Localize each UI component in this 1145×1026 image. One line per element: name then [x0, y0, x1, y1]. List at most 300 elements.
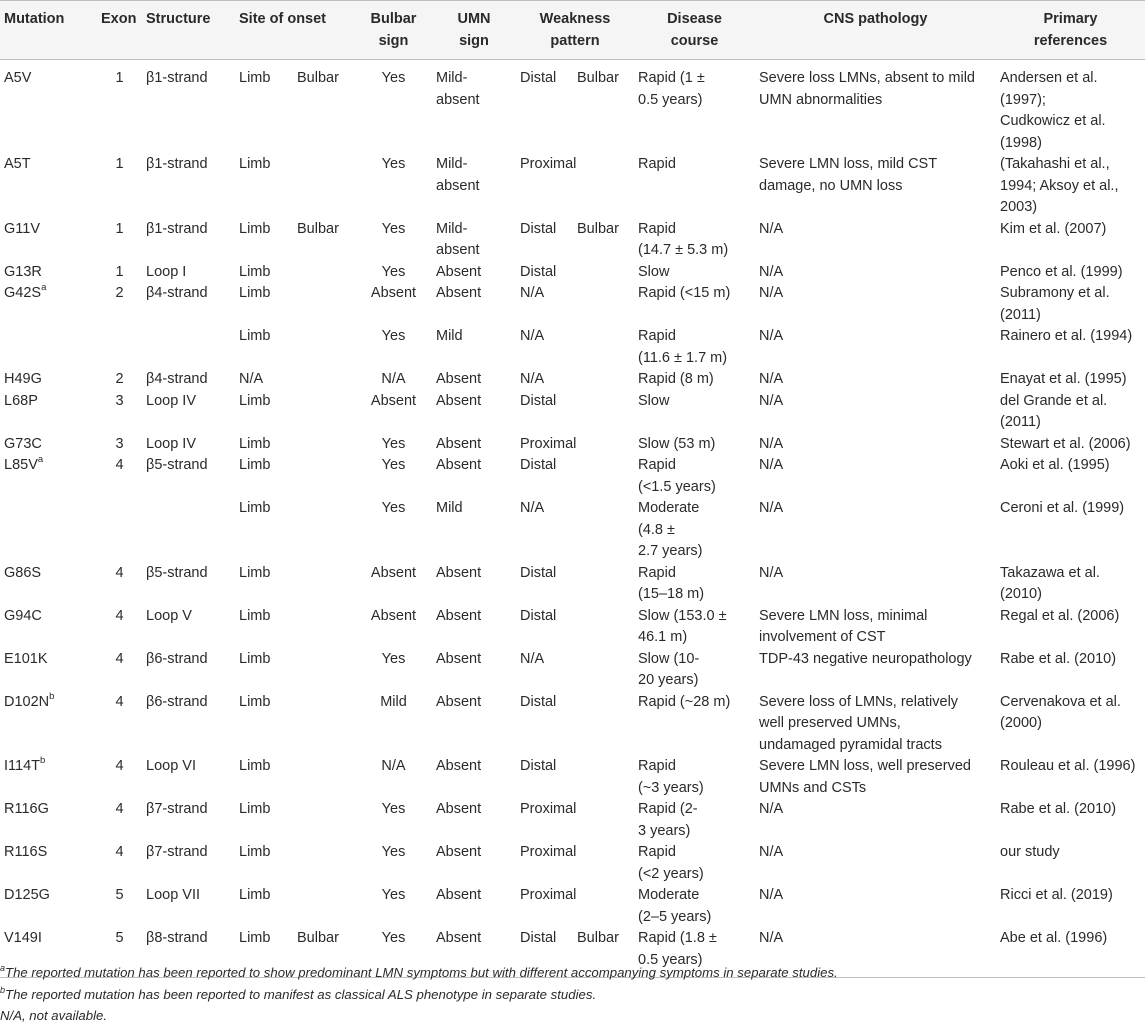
- bulbar-sign-cell: Yes: [381, 801, 406, 817]
- umn-sign-cell: [432, 606, 516, 649]
- umn-sign-cell: [432, 60, 516, 155]
- exon-cell: 3: [115, 392, 124, 409]
- course-line: 2.7 years): [638, 543, 703, 559]
- mutation-cell: [0, 60, 97, 155]
- weakness-pattern-cell: [516, 219, 634, 262]
- structure-cell: β8-strand: [142, 928, 235, 978]
- mutation-name: G94C: [4, 607, 42, 624]
- references-cell: [996, 842, 1145, 885]
- structure-cell: β4-strand: [146, 285, 208, 301]
- mutation-cell: [0, 649, 97, 692]
- bulbar-sign-cell: Yes: [381, 650, 406, 667]
- umn-line: Mild: [436, 328, 463, 344]
- table-row: [0, 434, 1145, 456]
- cns-line: undamaged pyramidal tracts: [759, 736, 942, 753]
- bulbar-sign-cell: Absent: [370, 607, 417, 624]
- references-cell: [996, 369, 1145, 391]
- umn-line: Absent: [436, 887, 482, 903]
- mutation-name: G42S: [4, 285, 42, 301]
- exon-cell: 4: [115, 758, 124, 774]
- mutation-cell: [0, 455, 97, 498]
- mutation-cell: [0, 326, 97, 369]
- table-row: [0, 391, 1145, 434]
- onset-primary: Limb: [239, 156, 271, 172]
- onset-secondary: Bulbar: [297, 220, 339, 237]
- cns-line: UMN abnormalities: [759, 91, 883, 108]
- course-line: Rapid: [638, 220, 676, 237]
- reference-line: Rabe et al. (2010): [1000, 650, 1117, 667]
- references-cell: [996, 219, 1145, 262]
- references-cell: [996, 455, 1145, 498]
- exon-cell: 1: [115, 70, 124, 86]
- cns-pathology-cell: [755, 885, 996, 928]
- mutation-name: G11V: [4, 220, 41, 237]
- umn-sign-cell: [432, 842, 516, 885]
- structure-cell: Loop VII: [146, 887, 201, 903]
- umn-line: Absent: [436, 801, 482, 817]
- structure-cell: Loop I: [146, 263, 187, 280]
- onset-primary: Limb: [239, 564, 271, 581]
- exon-cell: [97, 498, 142, 563]
- weakness-pattern-cell: [516, 154, 634, 219]
- exon-cell: 2: [115, 371, 124, 387]
- umn-line: Absent: [436, 930, 482, 946]
- cns-pathology-cell: [755, 606, 996, 649]
- exon-cell: 4: [115, 650, 124, 667]
- course-line: (<1.5 years): [638, 478, 716, 495]
- weakness-pattern-cell: [516, 391, 634, 434]
- disease-course-cell: [634, 606, 755, 649]
- mutation-cell: [0, 369, 97, 391]
- disease-course-cell: [634, 326, 755, 369]
- onset-primary: Limb: [239, 693, 271, 710]
- mutation-name: D102N: [4, 693, 50, 710]
- weakness-pattern-cell: [516, 455, 634, 498]
- onset-primary: Limb: [239, 220, 271, 237]
- umn-line: Mild-: [436, 220, 468, 237]
- mutation-name: L68P: [4, 392, 38, 409]
- disease-course-cell: [634, 369, 755, 391]
- cns-pathology-cell: [755, 219, 996, 262]
- cns-pathology-cell: [755, 154, 996, 219]
- header-disease-course: Disease course: [634, 1, 755, 60]
- weakness-primary: Proximal: [520, 435, 577, 452]
- table-row: [0, 799, 1145, 842]
- structure-cell: β5-strand: [146, 457, 208, 473]
- references-cell: [996, 563, 1145, 606]
- mutation-cell: [0, 606, 97, 649]
- bulbar-sign-cell: Absent: [370, 564, 417, 581]
- reference-line: (1998): [1000, 134, 1042, 151]
- cns-line: N/A: [759, 392, 784, 409]
- references-cell: [996, 799, 1145, 842]
- umn-sign-cell: [432, 498, 516, 563]
- cns-line: Severe LMN loss, minimal: [759, 607, 928, 624]
- cns-line: N/A: [759, 801, 784, 817]
- disease-course-cell: [634, 498, 755, 563]
- structure-cell: β7-strand: [146, 844, 208, 860]
- cns-line: N/A: [759, 285, 784, 301]
- mutation-cell: [0, 154, 97, 219]
- bulbar-sign-cell: Yes: [381, 887, 406, 903]
- umn-line: absent: [436, 91, 480, 108]
- bulbar-sign-cell: Yes: [355, 928, 432, 978]
- onset-primary: Limb: [239, 607, 271, 624]
- mutation-name: A5T: [4, 156, 31, 172]
- umn-line: Mild: [436, 500, 463, 516]
- mutation-name: R116S: [4, 844, 48, 860]
- umn-sign-cell: [432, 262, 516, 284]
- umn-line: Absent: [436, 392, 482, 409]
- reference-line: Ricci et al. (2019): [1000, 887, 1113, 903]
- weakness-primary: Distal: [520, 930, 557, 946]
- reference-line: (2011): [1000, 306, 1041, 323]
- umn-sign-cell: [432, 326, 516, 369]
- references-cell: [996, 692, 1145, 757]
- site-of-onset-cell: [235, 391, 355, 434]
- umn-line: Absent: [436, 371, 482, 387]
- table-row: [0, 219, 1145, 262]
- mutation-name: G13R: [4, 263, 42, 280]
- cns-pathology-cell: [755, 455, 996, 498]
- mutation-name: V149I: [4, 930, 42, 946]
- reference-line: Cervenakova et al.: [1000, 693, 1121, 710]
- structure-cell: Loop IV: [146, 435, 196, 452]
- mutation-cell: [0, 799, 97, 842]
- table-row: [0, 885, 1145, 928]
- weakness-pattern-cell: [516, 756, 634, 799]
- mutation-cell: [0, 885, 97, 928]
- reference-line: our study: [1000, 844, 1060, 860]
- reference-line: Enayat et al. (1995): [1000, 371, 1127, 387]
- references-cell: [996, 154, 1145, 219]
- mutation-name: E101K: [4, 650, 48, 667]
- cns-pathology-cell: [755, 799, 996, 842]
- reference-line: Regal et al. (2006): [1000, 607, 1120, 624]
- mutation-cell: [0, 563, 97, 606]
- reference-line: Andersen et al. (1997);: [1000, 70, 1098, 108]
- references-cell: [996, 391, 1145, 434]
- reference-line: Rabe et al. (2010): [1000, 801, 1117, 817]
- weakness-pattern-cell: [516, 60, 634, 155]
- footnote-b: $^b$The reported mutation has been reported to manifest as classical ALS phenotype in separate studies.: [0, 984, 597, 1002]
- reference-line: Kim et al. (2007): [1000, 220, 1107, 237]
- cns-pathology-cell: [755, 498, 996, 563]
- course-line: (15–18 m): [638, 586, 705, 602]
- exon-cell: 1: [115, 263, 124, 280]
- cns-line: N/A: [759, 263, 784, 280]
- cns-line: N/A: [759, 328, 784, 344]
- reference-line: Stewart et al. (2006): [1000, 435, 1131, 452]
- mutation-cell: [0, 842, 97, 885]
- cns-line: N/A: [759, 220, 784, 237]
- exon-cell: 3: [115, 435, 124, 452]
- umn-line: Absent: [436, 650, 482, 667]
- site-of-onset-cell: [235, 326, 355, 369]
- disease-course-cell: [634, 649, 755, 692]
- course-line: (4.8 ±: [638, 521, 675, 538]
- bulbar-sign-cell: Yes: [381, 435, 406, 452]
- table-row: [0, 154, 1145, 219]
- weakness-primary: N/A: [520, 650, 545, 667]
- header-primary-references: Primary references: [996, 1, 1145, 60]
- weakness-secondary: Bulbar: [577, 930, 619, 946]
- weakness-primary: Proximal: [520, 844, 577, 860]
- umn-sign-cell: [432, 799, 516, 842]
- course-line: Slow: [638, 392, 670, 409]
- course-line: 0.5 years): [638, 91, 703, 108]
- umn-sign-cell: [432, 219, 516, 262]
- cns-line: Severe LMN loss, mild CST: [759, 156, 938, 172]
- weakness-pattern-cell: [516, 606, 634, 649]
- table-row: [0, 326, 1145, 369]
- weakness-pattern-cell: [516, 842, 634, 885]
- onset-primary: Limb: [239, 887, 271, 903]
- references-cell: [996, 326, 1145, 369]
- structure-cell: β1-strand: [146, 220, 208, 237]
- bulbar-sign-cell: Yes: [381, 220, 406, 237]
- weakness-primary: N/A: [520, 285, 545, 301]
- bulbar-sign-cell: Yes: [381, 328, 406, 344]
- course-line: Rapid (8 m): [638, 371, 714, 387]
- exon-cell: 5: [97, 928, 142, 978]
- table-row: [0, 692, 1145, 757]
- header-exon: Exon: [97, 1, 142, 60]
- umn-sign-cell: [432, 369, 516, 391]
- course-line: Rapid: [638, 758, 676, 774]
- weakness-pattern-cell: [516, 885, 634, 928]
- header-site-of-onset: Site of onset: [235, 1, 355, 60]
- references-cell: [996, 649, 1145, 692]
- reference-line: Penco et al. (1999): [1000, 263, 1123, 280]
- reference-line: 2003): [1000, 199, 1038, 215]
- course-line: Rapid (1.8 ±: [638, 930, 717, 946]
- course-line: Rapid (<15 m): [638, 285, 731, 301]
- weakness-primary: Distal: [520, 457, 557, 473]
- disease-course-cell: [634, 455, 755, 498]
- header-mutation: Mutation: [0, 1, 97, 60]
- header-weakness-pattern: Weakness pattern: [516, 1, 634, 60]
- references-cell: [996, 498, 1145, 563]
- table-row: [0, 369, 1145, 391]
- weakness-pattern-cell: [516, 326, 634, 369]
- disease-course-cell: [634, 692, 755, 757]
- mutation-cell: [0, 434, 97, 456]
- exon-cell: 1: [115, 156, 124, 172]
- weakness-primary: Proximal: [520, 887, 577, 903]
- weakness-primary: Proximal: [520, 156, 577, 172]
- cns-line: damage, no UMN loss: [759, 177, 903, 194]
- course-line: Slow (153.0 ±: [638, 607, 727, 624]
- onset-primary: Limb: [239, 500, 271, 516]
- references-cell: [996, 262, 1145, 284]
- cns-pathology-cell: [755, 649, 996, 692]
- disease-course-cell: [634, 885, 755, 928]
- umn-line: Mild-: [436, 70, 468, 86]
- table-row: [0, 283, 1145, 326]
- weakness-pattern-cell: [516, 369, 634, 391]
- bulbar-sign-cell: Absent: [370, 392, 417, 409]
- references-cell: [996, 885, 1145, 928]
- disease-course-cell: [634, 756, 755, 799]
- exon-cell: [97, 326, 142, 369]
- table-row: [0, 649, 1145, 692]
- weakness-primary: Distal: [520, 607, 557, 624]
- footnote-na: N/A, not available.: [0, 1008, 108, 1023]
- header-cns-pathology: CNS pathology: [755, 1, 996, 60]
- cns-line: Severe LMN loss, well preserved: [759, 758, 971, 774]
- references-cell: [996, 606, 1145, 649]
- reference-line: (2000): [1000, 715, 1042, 731]
- reference-line: (Takahashi et al.,: [1000, 156, 1110, 172]
- mutation-cell: [0, 219, 97, 262]
- cns-line: well preserved UMNs,: [759, 715, 901, 731]
- weakness-pattern-cell: [516, 434, 634, 456]
- weakness-pattern-cell: [516, 649, 634, 692]
- exon-cell: 4: [115, 693, 124, 710]
- cns-pathology-cell: [755, 283, 996, 326]
- mutation-name: D125G: [4, 887, 50, 903]
- site-of-onset-cell: [235, 799, 355, 842]
- mutation-cell: [0, 283, 97, 326]
- footnote-marker: b: [40, 755, 46, 767]
- mutation-name: G86S: [4, 564, 42, 581]
- structure-cell: β6-strand: [146, 693, 208, 710]
- reference-line: 1994; Aksoy et al.,: [1000, 177, 1119, 194]
- weakness-primary: N/A: [520, 371, 545, 387]
- exon-cell: 2: [115, 285, 124, 301]
- onset-primary: Limb: [239, 930, 271, 946]
- bulbar-sign-cell: N/A: [381, 758, 406, 774]
- site-of-onset-cell: [235, 219, 355, 262]
- course-line: (<2 years): [638, 865, 704, 882]
- course-line: 3 years): [638, 822, 691, 839]
- course-line: 46.1 m): [638, 629, 688, 645]
- umn-sign-cell: [432, 455, 516, 498]
- mutation-name: L85V: [4, 457, 38, 473]
- footnote-a: $^a$The reported mutation has been reported to show predominant LMN symptoms but with different accompanying symptoms in separate studies.: [0, 962, 838, 980]
- reference-line: (2011): [1000, 414, 1041, 430]
- cns-pathology-cell: [755, 369, 996, 391]
- table-row: [0, 60, 1145, 155]
- cns-pathology-cell: [755, 756, 996, 799]
- umn-line: Absent: [436, 693, 482, 710]
- cns-line: N/A: [759, 500, 784, 516]
- cns-line: N/A: [759, 371, 784, 387]
- bulbar-sign-cell: Yes: [381, 457, 406, 473]
- umn-sign-cell: [432, 154, 516, 219]
- cns-line: Severe loss of LMNs, relatively: [759, 693, 959, 710]
- footnote-marker: a: [37, 454, 44, 466]
- reference-line: Ceroni et al. (1999): [1000, 500, 1125, 516]
- umn-line: Absent: [436, 607, 482, 624]
- umn-line: Absent: [436, 435, 482, 452]
- onset-primary: Limb: [239, 328, 271, 344]
- disease-course-cell: [634, 60, 755, 155]
- exon-cell: 4: [115, 801, 124, 817]
- bulbar-sign-cell: Yes: [381, 70, 406, 86]
- mutation-cell: [0, 692, 97, 757]
- umn-line: Absent: [436, 263, 482, 280]
- weakness-primary: Distal: [520, 220, 557, 237]
- umn-sign-cell: [432, 563, 516, 606]
- weakness-pattern-cell: [516, 563, 634, 606]
- umn-line: Mild-: [436, 156, 468, 172]
- weakness-primary: Distal: [520, 564, 557, 581]
- disease-course-cell: [634, 799, 755, 842]
- exon-cell: 5: [115, 887, 124, 903]
- structure-cell: β7-strand: [146, 801, 208, 817]
- weakness-secondary: Bulbar: [577, 70, 619, 86]
- weakness-primary: Proximal: [520, 801, 577, 817]
- onset-primary: Limb: [239, 435, 271, 452]
- cns-line: Severe loss LMNs, absent to mild: [759, 70, 975, 86]
- cns-pathology-cell: [755, 692, 996, 757]
- course-line: Rapid: [638, 457, 676, 473]
- reference-line: Subramony et al.: [1000, 285, 1110, 301]
- umn-line: absent: [436, 177, 480, 194]
- site-of-onset-cell: [235, 262, 355, 284]
- mutation-cell: [0, 498, 97, 563]
- cns-pathology-cell: [755, 262, 996, 284]
- table-row: [0, 455, 1145, 498]
- site-of-onset-cell: [235, 369, 355, 391]
- structure-cell: β6-strand: [146, 650, 208, 667]
- umn-sign-cell: [432, 885, 516, 928]
- disease-course-cell: [634, 219, 755, 262]
- mutation-cell: [0, 262, 97, 284]
- header-bulbar-sign: Bulbar sign: [355, 1, 432, 60]
- umn-line: Absent: [436, 564, 482, 581]
- course-line: 20 years): [638, 672, 699, 688]
- onset-primary: Limb: [239, 263, 271, 280]
- table-row: [0, 756, 1145, 799]
- reference-line: Abe et al. (1996): [1000, 930, 1108, 946]
- course-line: Moderate: [638, 500, 700, 516]
- table-row: [0, 842, 1145, 885]
- header-structure: Structure: [142, 1, 235, 60]
- header-row: [0, 1, 1145, 60]
- site-of-onset-cell: [235, 434, 355, 456]
- mutation-name: G73C: [4, 435, 42, 452]
- exon-cell: 1: [115, 220, 124, 237]
- disease-course-cell: [634, 391, 755, 434]
- bulbar-sign-cell: Yes: [381, 844, 406, 860]
- site-of-onset-cell: [235, 756, 355, 799]
- disease-course-cell: [634, 262, 755, 284]
- onset-secondary: Bulbar: [297, 70, 339, 86]
- structure-cell: Loop VI: [146, 758, 196, 774]
- structure-cell: Loop V: [146, 607, 192, 624]
- site-of-onset-cell: [235, 455, 355, 498]
- site-of-onset-cell: [235, 842, 355, 885]
- reference-line: del Grande et al.: [1000, 392, 1108, 409]
- exon-cell: 4: [115, 564, 124, 581]
- bulbar-sign-cell: N/A: [381, 371, 406, 387]
- weakness-primary: N/A: [520, 328, 545, 344]
- table-body: [0, 60, 1145, 978]
- cns-line: N/A: [759, 457, 784, 473]
- cns-line: N/A: [759, 435, 784, 452]
- structure-cell: [142, 326, 235, 369]
- onset-primary: Limb: [239, 650, 271, 667]
- course-line: Rapid: [638, 564, 676, 581]
- umn-line: Absent: [436, 457, 482, 473]
- weakness-primary: Distal: [520, 263, 557, 280]
- course-line: Rapid (~28 m): [638, 693, 731, 710]
- course-line: Rapid: [638, 844, 676, 860]
- references-cell: [996, 434, 1145, 456]
